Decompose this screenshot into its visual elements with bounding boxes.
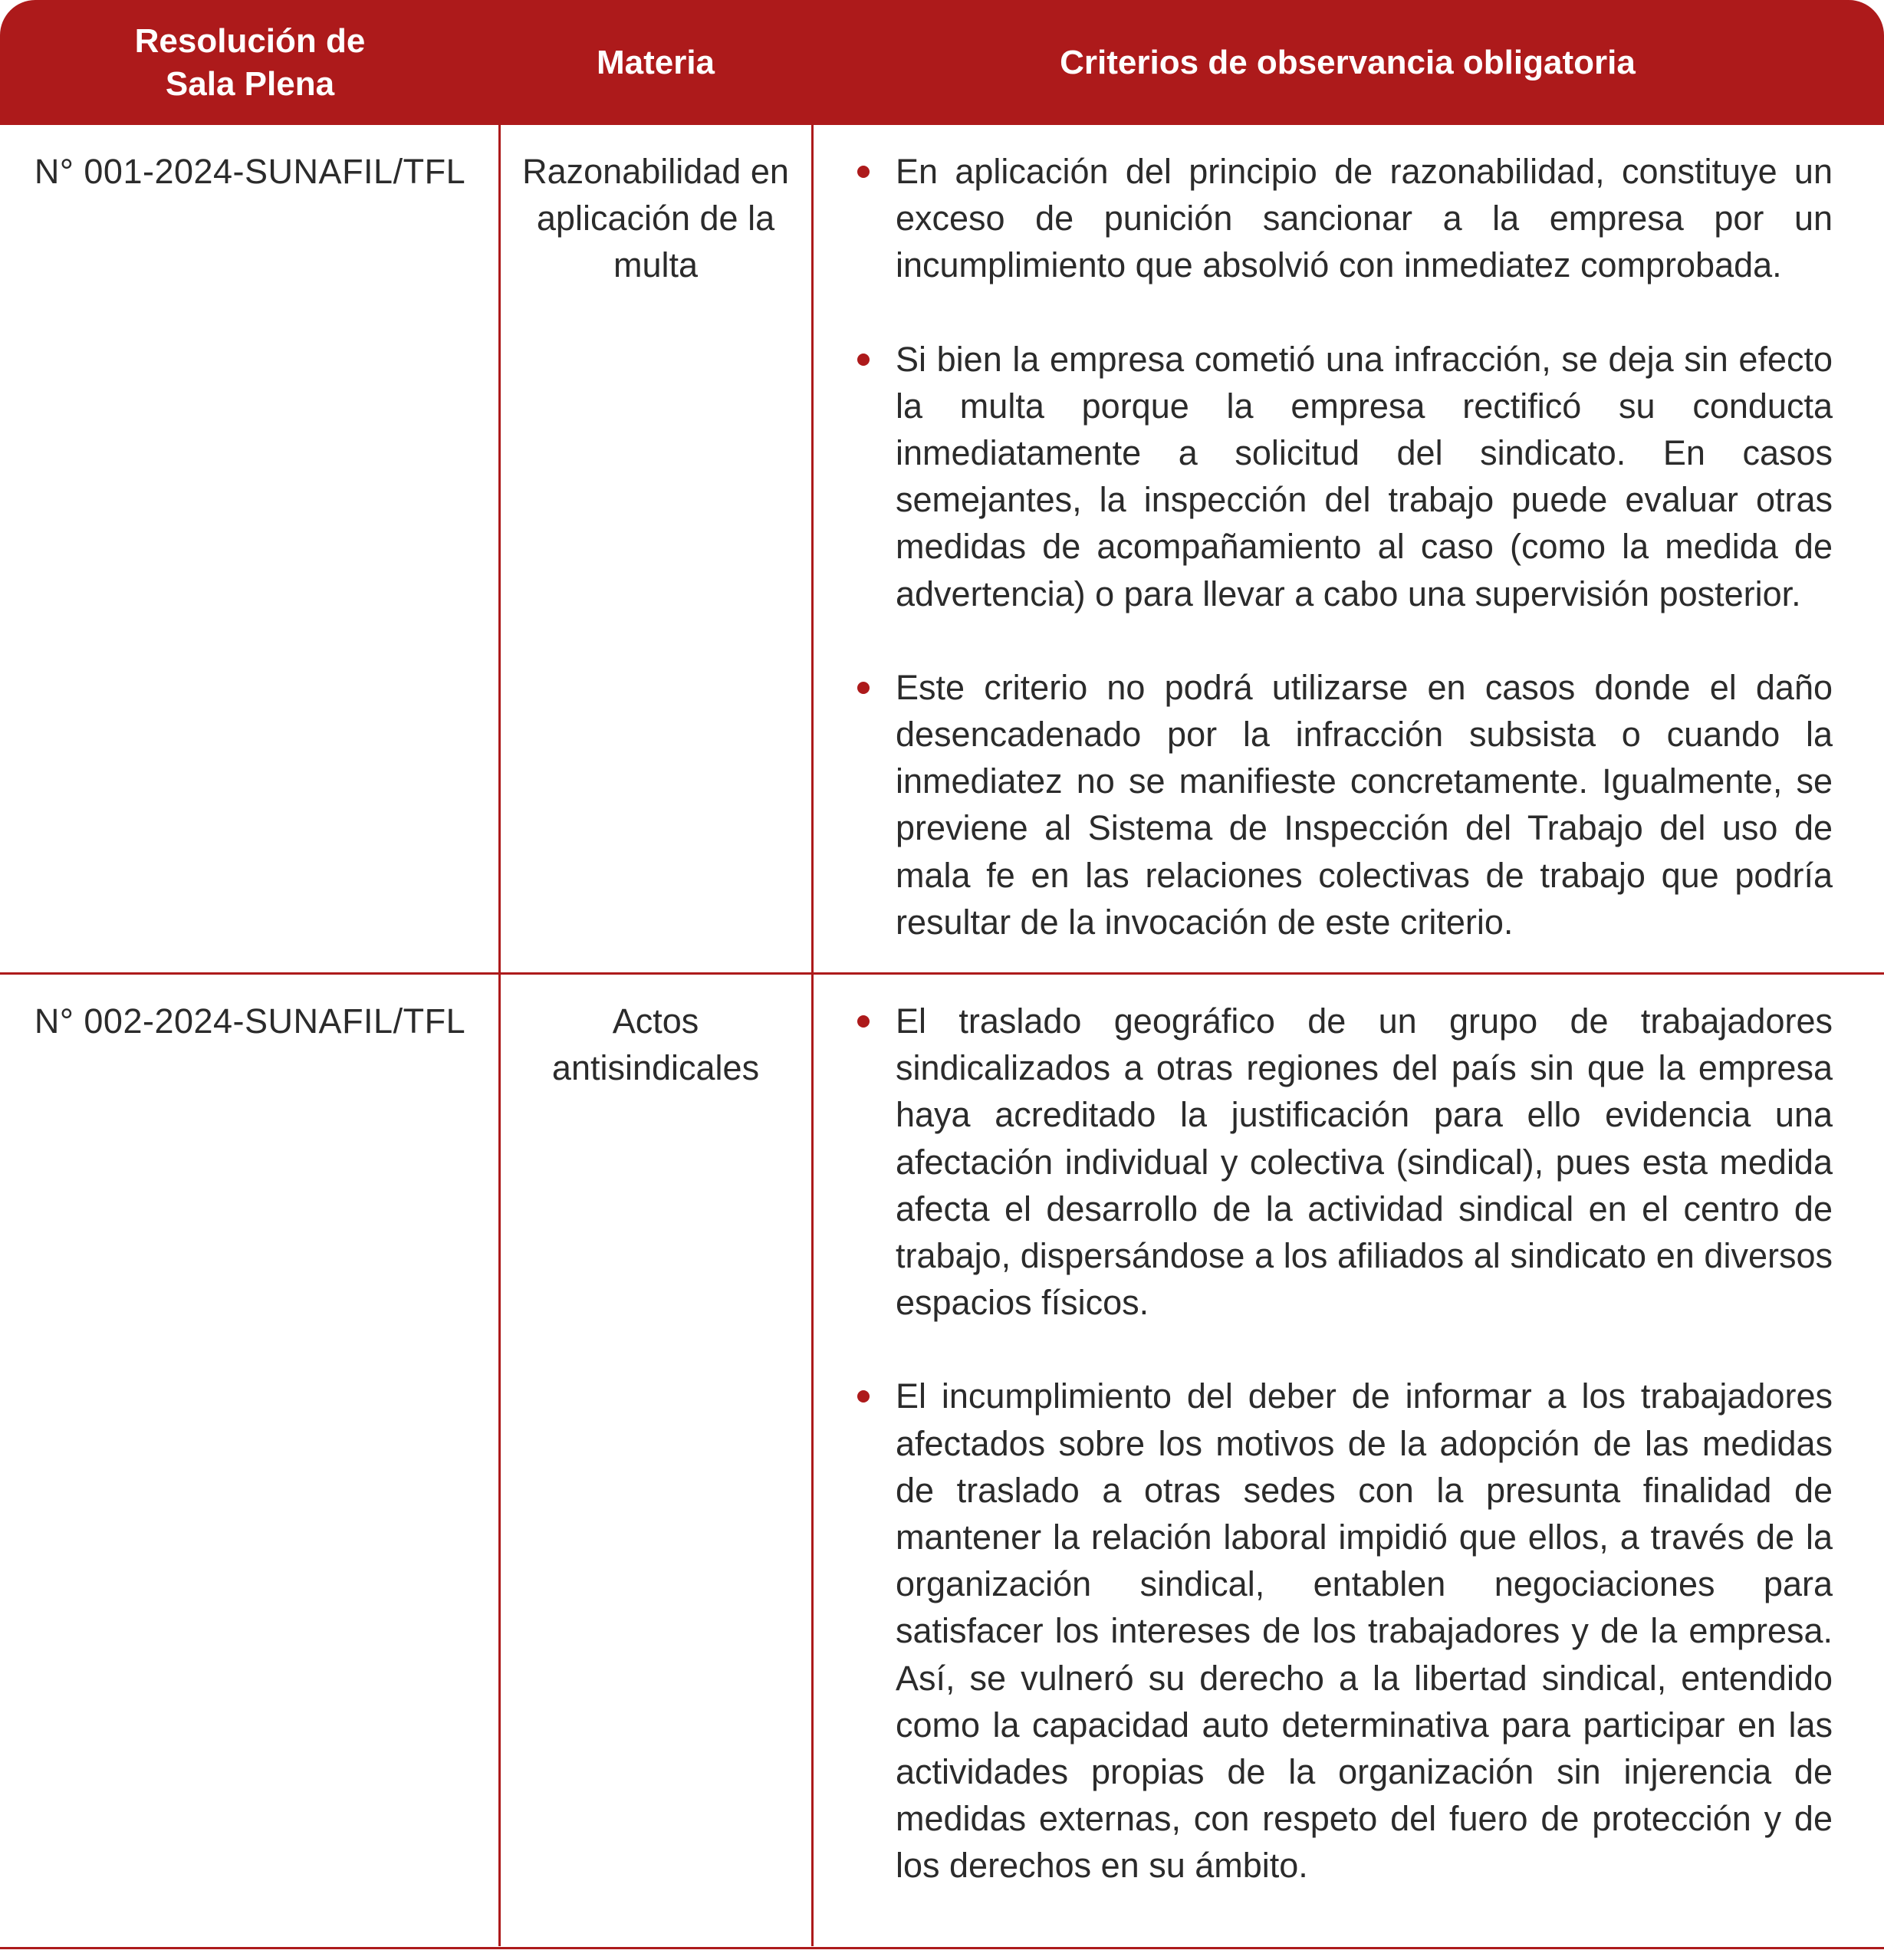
header-resolucion-line1: Resolución de [134,21,366,60]
bullet-icon [857,1015,870,1028]
materia-cell: Razonabilidad en aplicación de la multa [522,152,789,284]
criterio-text: Si bien la empresa cometió una infracción, se deja sin efecto la multa porque la empresa rectificó su conducta inmediatamente a solicitud del sindicato. En casos semejantes, la inspección del trabajo puede evaluar otras medidas de acompañamiento al caso (como la medida de advertencia) o para llevar a cabo una supervisión posterior. [896,339,1833,613]
criterio-text: El traslado geográfico de un grupo de trabajadores sindicalizados a otras regiones del país sin que la empresa haya acreditado la justificación para ello evidencia una afectación individual y colectiva (sindical), pues esta medida afecta el desarrollo de la actividad sindical en el centro de trabajo, dispersándose a los afiliados al sindicato en diversos espacios físicos. [896,1001,1833,1323]
criterio-item [843,336,1833,617]
resolucion-cell: N° 001-2024-SUNAFIL/TFL [34,152,466,191]
header-materia: Materia [596,43,715,81]
table-header [0,0,1884,125]
table-bottom-border [0,1947,1884,1949]
bullet-icon [857,1390,870,1403]
header-criterios: Criterios de observancia obligatoria [1060,43,1636,81]
bullet-icon [857,682,870,694]
materia-cell: Actos antisindicales [551,1001,760,1087]
criterio-text: Este criterio no podrá utilizarse en casos donde el daño desencadenado por la infracción subsista o cuando la inmediatez no se manifieste concretamente. Igualmente, se previene al Sistema de Inspección del Trabajo del uso de mala fe en las relaciones colectivas de trabajo que podría resultar de la invocación de este criterio. [896,667,1833,942]
header-resolucion-line2: Sala Plena [165,64,335,103]
table-row [0,975,1884,1947]
criterio-item [843,1373,1833,1889]
criterio-item [843,998,1833,1326]
criterio-item [843,148,1833,289]
criterio-text: El incumplimiento del deber de informar a los trabajadores afectados sobre los motivos de la adopción de las medidas de traslado a otras sedes con la presunta finalidad de mantener la relación laboral impidió que ellos, a través de la organización sindical, entablen negociaciones para satisfacer los intereses de los trabajadores y de la empresa. Así, se vulneró su derecho a la libertad sindical, entendido como la capacidad auto determinativa para participar en las actividades propias de la organización sin injerencia de medidas externas, con respeto del fuero de protección y de los derechos en su ámbito. [896,1376,1833,1886]
table-row [0,125,1884,972]
bullet-icon [857,354,870,366]
resolucion-cell: N° 002-2024-SUNAFIL/TFL [34,1001,466,1041]
bullet-icon [857,166,870,178]
criterio-item [843,664,1833,945]
criterios-cell [843,998,1833,1889]
header-resolucion [0,0,500,125]
criterio-text: En aplicación del principio de razonabilidad, constituye un exceso de punición sancionar a la empresa por un incumplimiento que absolvió con inmediatez comprobada. [896,152,1833,285]
criterios-cell [843,148,1833,945]
